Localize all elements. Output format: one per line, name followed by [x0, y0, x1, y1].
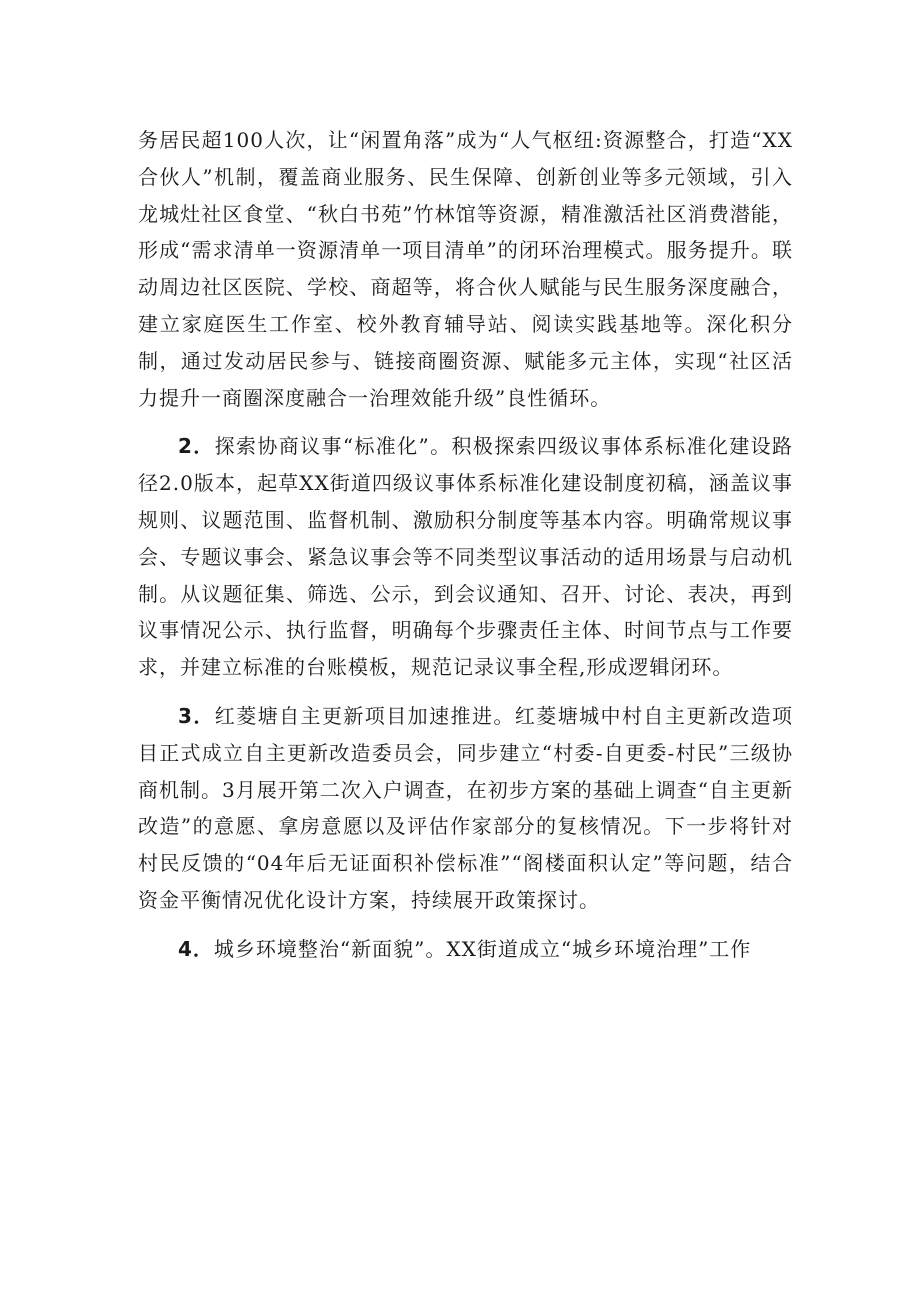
- paragraph-3: [138, 698, 793, 919]
- paragraph-4-number: 4．: [178, 936, 214, 961]
- paragraph-continuation: [138, 122, 793, 416]
- paragraph-2-body: 积极探索四级议事体系标准化建设路径2.0版本，起草XX街道四级议事体系标准化建设制度初稿，涵盖议事规则、议题范围、监督机制、激励积分制度等基本内容。明确常规议事会、专题议事会、紧急议事会等不同类型议事活动的适用场景与启动机制。从议题征集、筛选、公示，到会议通知、召开、讨论、表决，再到议事情况公示、执行监督，明确每个步骤责任主体、时间节点与工作要求，并建立标准的台账模板，规范记录议事全程,形成逻辑闭环。: [138, 434, 794, 680]
- paragraph-3-body: 红菱塘城中村自主更新改造项目正式成立自主更新改造委员会，同步建立“村委-自更委-村民”三级协商机制。3月展开第二次入户调查，在初步方案的基础上调查“自主更新改造”的意愿、拿房意愿以及评估作家部分的复核情况。下一步将针对村民反馈的“04年后无证面积补偿标准”“阁楼面积认定”等问题，结合资金平衡情况优化设计方案，持续展开政策探讨。: [138, 703, 794, 912]
- paragraph-2-heading: 探索协商议事“标准化”。: [214, 434, 452, 459]
- paragraph-3-number: 3．: [178, 703, 215, 728]
- paragraph-4: [138, 931, 793, 968]
- paragraph-2: [138, 428, 793, 686]
- document-body: [138, 122, 793, 980]
- paragraph-4-heading: 城乡环境整治“新面貌”。: [213, 936, 447, 961]
- paragraph-1-body: 务居民超100人次，让“闲置角落”成为“人气枢纽:资源整合，打造“XX合伙人”机制，覆盖商业服务、民生保障、创新创业等多元领域，引入龙城灶社区食堂、“秋白书苑”竹林馆等资源，精准激活社区消费潜能，形成“需求清单一资源清单一项目清单”的闭环治理模式。服务提升。联动周边社区医院、学校、商超等，将合伙人赋能与民生服务深度融合，建立家庭医生工作室、校外教育辅导站、阅读实践基地等。深化积分制，通过发动居民参与、链接商圈资源、赋能多元主体，实现“社区活力提升一商圈深度融合一治理效能升级”良性循环。: [138, 128, 793, 410]
- paragraph-4-body: XX街道成立“城乡环境治理”工作: [446, 936, 752, 961]
- paragraph-2-number: 2．: [178, 434, 215, 459]
- paragraph-3-heading: 红菱塘自主更新项目加速推进。: [214, 703, 515, 728]
